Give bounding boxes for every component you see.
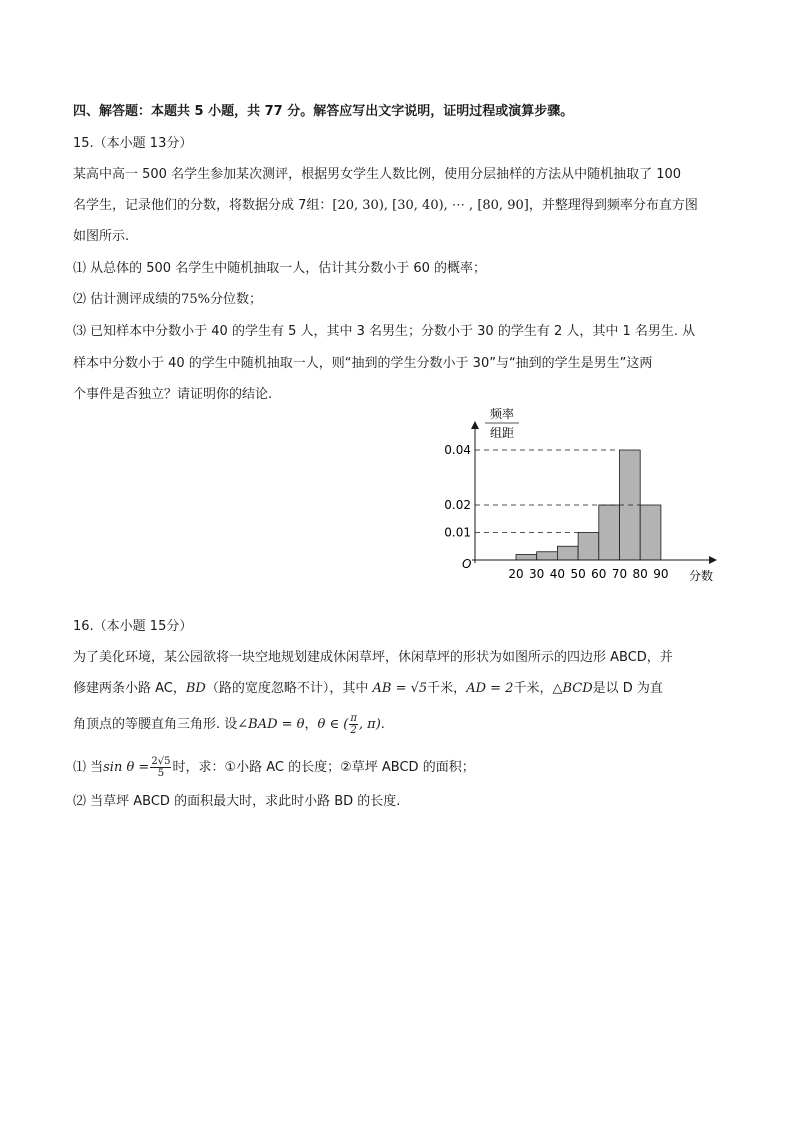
bd-math: BD (185, 681, 206, 696)
triangle-expr: △BCD (552, 681, 593, 696)
frequency-histogram (430, 402, 730, 592)
y-label-numerator: 频率 (489, 407, 515, 421)
x-tick-label: 60 (591, 567, 607, 581)
histogram-bar-[80,90] (640, 505, 661, 560)
x-tick-labels (508, 567, 668, 581)
q16-intro-line-2 (73, 681, 663, 697)
histogram-bar-[50,60) (578, 533, 599, 561)
q15-part2a: ⑵ 估计测评成绩的 (73, 292, 182, 307)
q15-part-1: ⑴ 从总体的 500 名学生中随机抽取一人，估计其分数小于 60 的概率； (73, 261, 487, 276)
q16-intro-3b: ， (304, 717, 318, 732)
sin-expr: sin θ = (103, 760, 150, 775)
x-tick-label: 70 (611, 567, 628, 581)
q15-intro-line-1: 某高中高一 500 名学生参加某次测评，根据男女学生人数比例，使用分层抽样的方法从中随机抽取了 100 (73, 167, 682, 182)
q16-part-1 (73, 756, 475, 779)
q15-part-3-line-3: 个事件是否独立？请证明你的结论. (73, 387, 273, 402)
q16-intro-2d: 千米， (427, 681, 467, 696)
x-axis-label: 分数 (689, 569, 714, 583)
origin-label: O (462, 557, 472, 571)
q15-intro-line-2 (73, 198, 698, 214)
q15-intro-2a: 名学生，记录他们的分数，将数据分成 7组： (73, 198, 333, 213)
q16-intro-2f: 是以 D 为直 (592, 681, 663, 696)
histogram-bar-[40,50) (557, 546, 578, 560)
q15-part-2 (73, 292, 262, 308)
x-tick-label: 80 (632, 567, 648, 581)
x-tick-label: 40 (549, 567, 566, 581)
histogram-bar-[30,40) (537, 552, 558, 560)
q15-title: 15.（本小题 13分） (73, 136, 193, 151)
q16-intro-2c: （路的宽度忽略不计），其中 (205, 681, 369, 696)
x-tick-label: 90 (653, 567, 669, 581)
q15-part-3-line-2: 样本中分数小于 40 的学生中随机抽取一人，则“抽到的学生分数小于 30”与“抽到的学生是男生”这两 (73, 356, 653, 371)
q15-part2c: 分位数； (210, 292, 263, 307)
q16-part1a: ⑴ 当 (73, 760, 104, 775)
x-tick-label: 30 (529, 567, 545, 581)
y-tick-label: 0.04 (444, 443, 471, 457)
q15-intro-line-3: 如图所示. (73, 229, 130, 244)
section-heading: 四、解答题：本题共 5 小题，共 77 分。解答应写出文字说明，证明过程或演算步骤。 (73, 104, 574, 119)
ab-length-expr: AB = √5 (372, 681, 428, 696)
y-tick-label: 0.02 (444, 498, 471, 512)
angle-expr: ∠BAD = θ (237, 717, 305, 732)
theta-range-close: , π). (358, 717, 385, 732)
x-tick-label: 50 (570, 567, 586, 581)
q15-percent: 75% (181, 292, 211, 307)
q16-intro-line-1: 为了美化环境，某公园欲将一块空地规划建成休闲草坪，休闲草坪的形状为如图所示的四边形 ABCD，并 (73, 650, 673, 665)
q16-intro-2e: 千米， (513, 681, 553, 696)
q15-part-3-line-1: ⑶ 已知样本中分数小于 40 的学生有 5 人，其中 3 名男生；分数小于 30 的学生有 2 人，其中 1 名男生. 从 (73, 324, 696, 339)
y-tick-label: 0.01 (444, 525, 471, 540)
sin-value-fraction: $\frac{2√5}{5}$ (151, 756, 171, 779)
histogram-bar-[20,30) (516, 555, 537, 561)
q16-intro-line-3 (73, 713, 385, 736)
x-tick-label: 20 (508, 567, 524, 581)
histogram-bar-[60,70) (599, 505, 620, 560)
q16-part-2: ⑵ 当草坪 ABCD 的面积最大时，求此时小路 BD 的长度. (73, 794, 401, 809)
y-tick-labels (444, 443, 471, 540)
y-label-denominator: 组距 (489, 426, 515, 440)
q15-intervals: [20, 30), [30, 40), ⋯ , [80, 90] (332, 198, 529, 213)
q16-title: 16.（本小题 15分） (73, 619, 193, 634)
q15-intro-2c: ，并整理得到频率分布直方图 (528, 198, 698, 213)
pi-over-two: $\frac{\pi}{2}$ (350, 713, 357, 736)
q16-intro-2a: 修建两条小路 AC， (73, 681, 186, 696)
theta-range-open: θ ∈ ( (317, 717, 349, 732)
q16-intro-3a: 角顶点的等腰直角三角形. 设 (73, 717, 238, 732)
q16-part1b: 时，求：①小路 AC 的长度；②草坪 ABCD 的面积； (172, 760, 475, 775)
ad-length-expr: AD = 2 (466, 681, 514, 696)
